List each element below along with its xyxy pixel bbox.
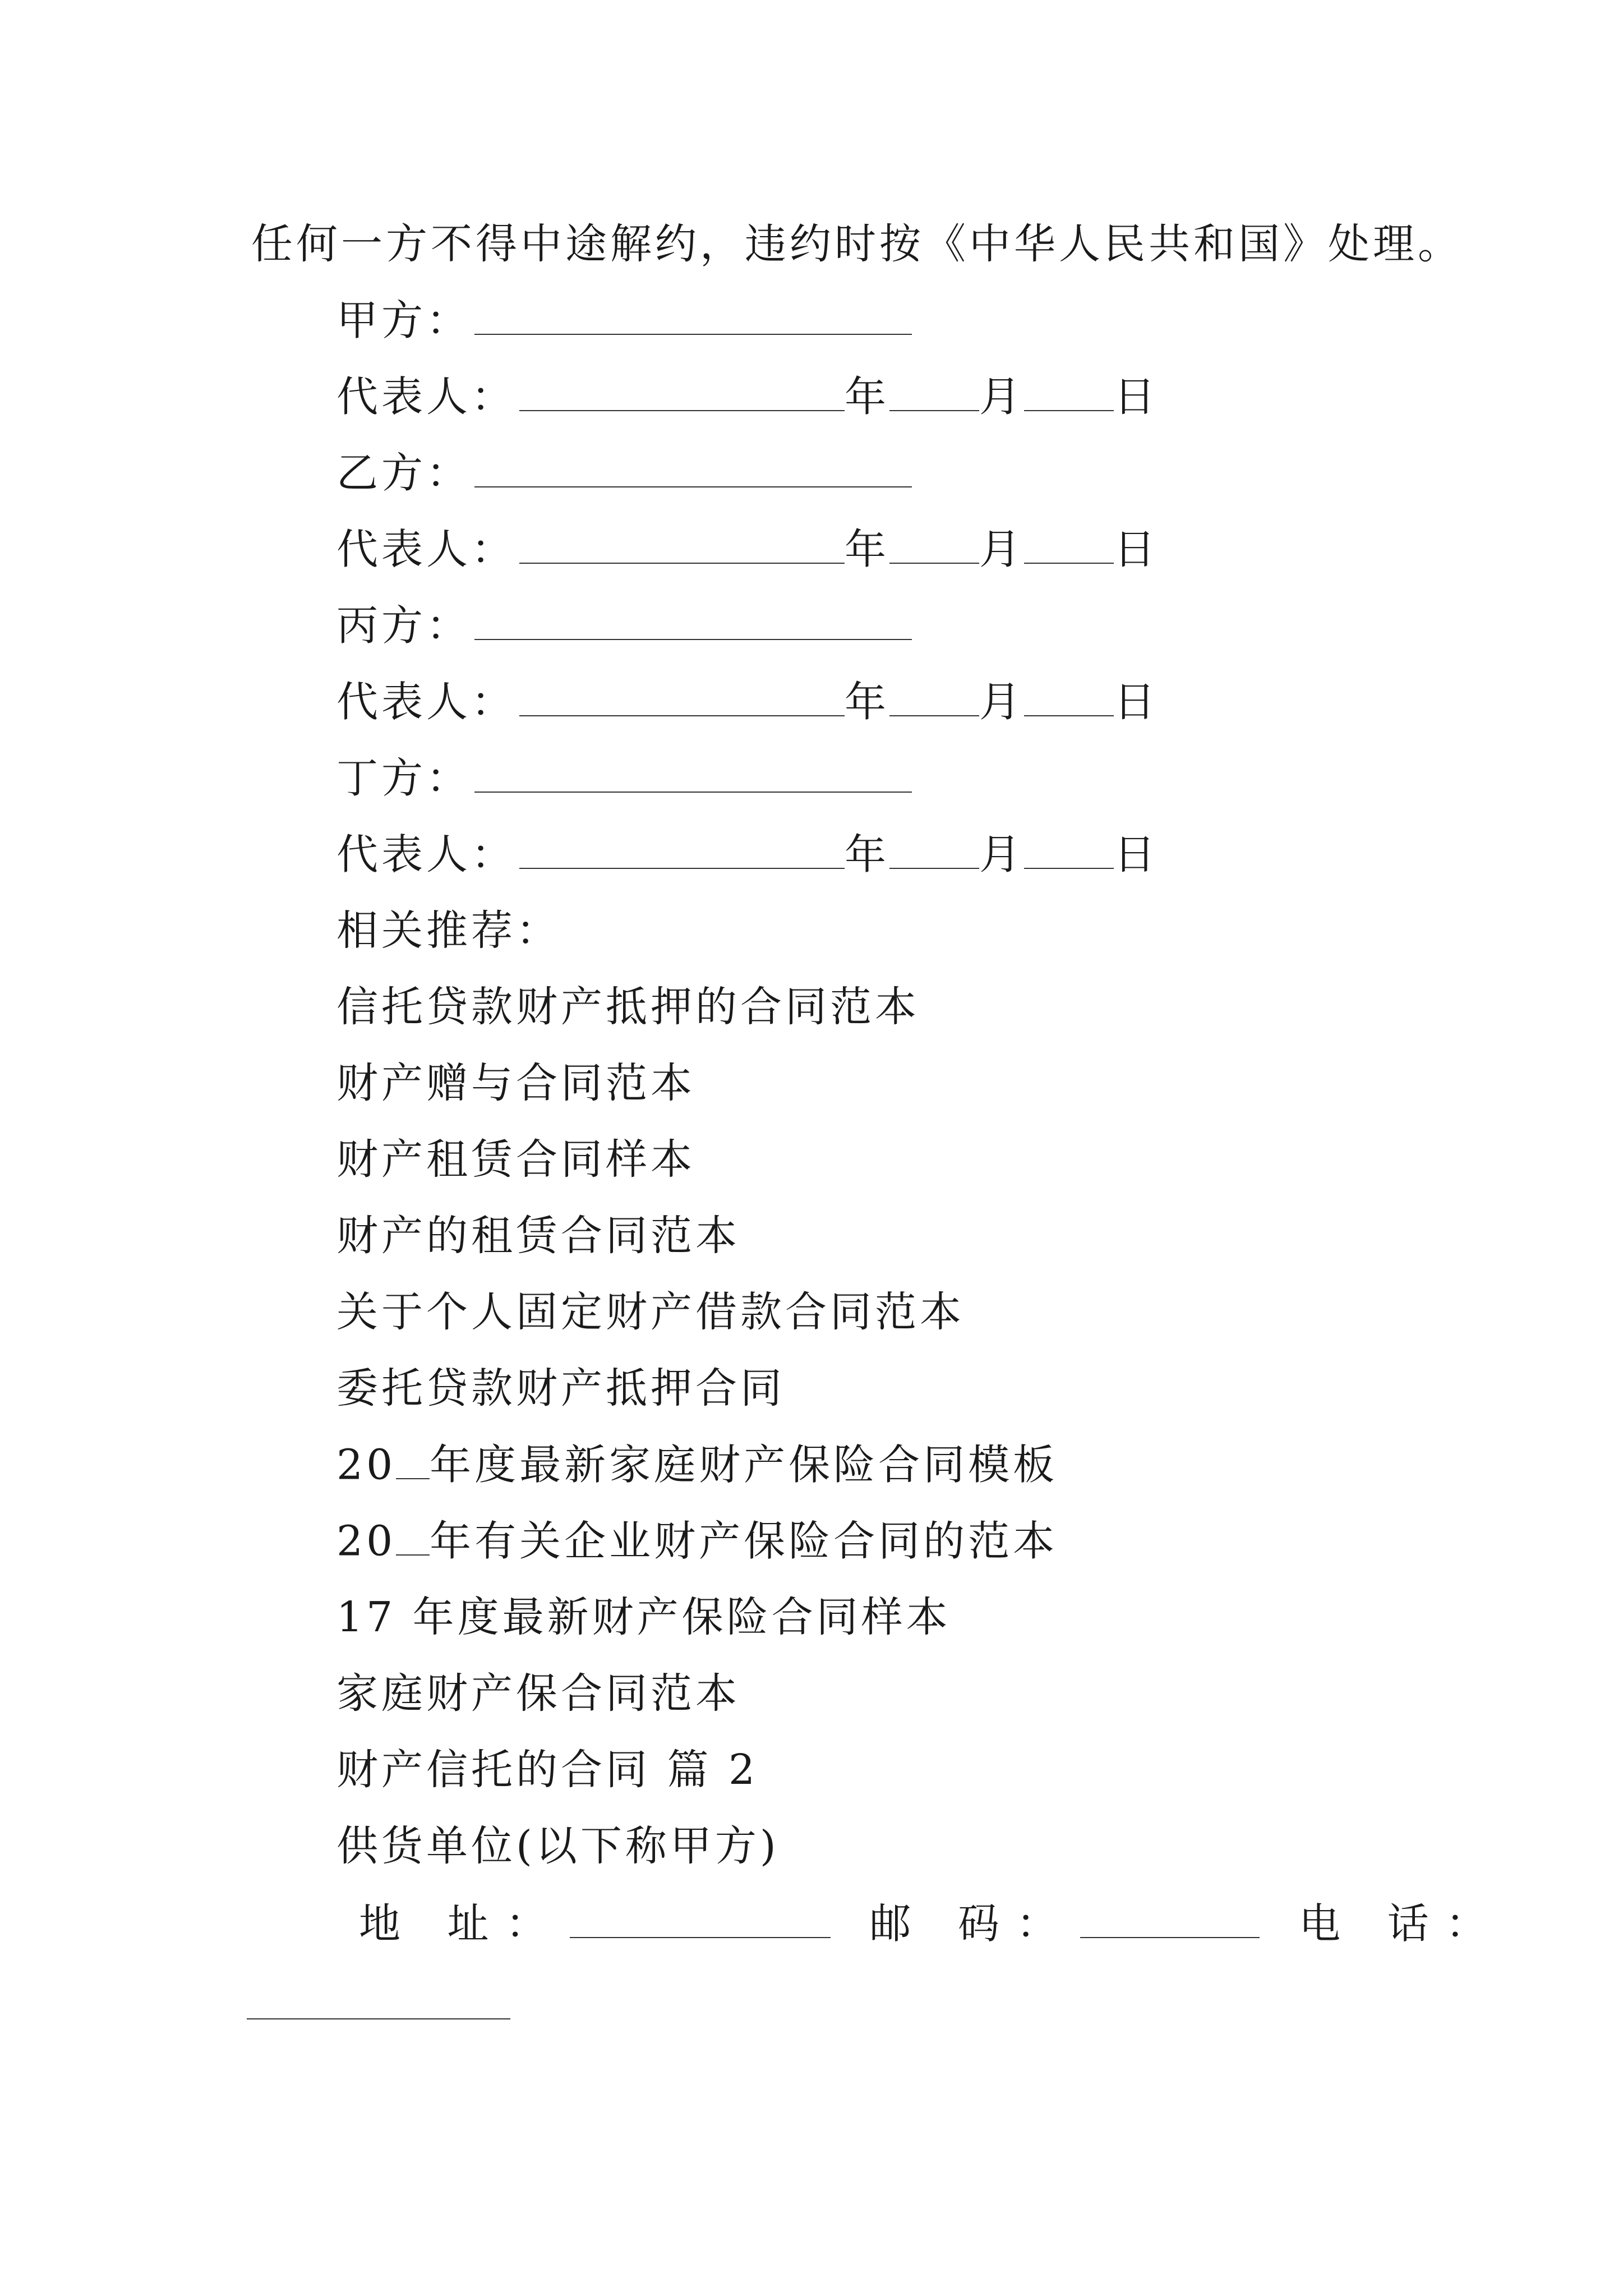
party-a-rep-blank[interactable] (519, 376, 845, 411)
party-d-blank[interactable] (474, 757, 912, 793)
related-title: 相关推荐： (336, 907, 561, 955)
party-a-rep-line (336, 372, 1159, 421)
day-blank[interactable] (1024, 834, 1114, 869)
related-item[interactable]: 关于个人固定财产借款合同范本 (336, 1288, 965, 1336)
phone-blank[interactable] (247, 2018, 510, 2019)
party-c-blank[interactable] (474, 605, 912, 640)
related-item[interactable]: 17 年度最新财产保险合同样本 (336, 1593, 951, 1641)
month-label: 月 (979, 830, 1024, 879)
related-item[interactable]: 财产租赁合同样本 (336, 1135, 695, 1184)
party-b-line (336, 449, 912, 498)
year-blank (396, 1520, 430, 1556)
related-item-suffix: 年有关企业财产保险合同的范本 (430, 1517, 1058, 1566)
related-item[interactable] (336, 1441, 1058, 1489)
day-label: 日 (1114, 678, 1159, 726)
intro-text: 任何一方不得中途解约，违约时按《中华人民共和国》处理。 (251, 220, 1463, 268)
party-c-rep-label: 代表人： (336, 678, 516, 726)
related-item-prefix: 20 (336, 1517, 396, 1566)
day-label: 日 (1114, 830, 1159, 879)
day-label: 日 (1114, 525, 1159, 574)
address-label: 地 址： (359, 1899, 564, 1948)
phone-label: 电 话： (1299, 1899, 1504, 1948)
year-label: 年 (845, 372, 889, 421)
related-item[interactable]: 财产的租赁合同范本 (336, 1212, 740, 1260)
month-label: 月 (979, 678, 1024, 726)
address-blank[interactable] (570, 1903, 831, 1938)
party-c-rep-blank[interactable] (519, 681, 845, 716)
day-blank[interactable] (1024, 376, 1114, 411)
related-item[interactable]: 财产赠与合同范本 (336, 1059, 695, 1107)
party-c-line (336, 601, 912, 650)
zip-blank[interactable] (1080, 1903, 1260, 1938)
party-a-rep-label: 代表人： (336, 372, 516, 421)
related-item-prefix: 20 (336, 1441, 396, 1489)
related-item[interactable] (336, 1517, 1058, 1566)
section-title: 财产信托的合同 篇 2 (336, 1746, 759, 1794)
party-a-label: 甲方： (336, 296, 471, 345)
party-a-line (336, 296, 912, 345)
day-blank[interactable] (1024, 681, 1114, 716)
month-blank[interactable] (889, 834, 979, 869)
party-b-rep-blank[interactable] (519, 528, 845, 564)
day-label: 日 (1114, 372, 1159, 421)
party-c-label: 丙方： (336, 601, 471, 650)
year-blank (396, 1444, 430, 1479)
year-label: 年 (845, 525, 889, 574)
year-label: 年 (845, 830, 889, 879)
party-b-rep-label: 代表人： (336, 525, 516, 574)
party-d-rep-line (336, 830, 1159, 879)
month-blank[interactable] (889, 528, 979, 564)
month-label: 月 (979, 372, 1024, 421)
party-c-rep-line (336, 678, 1159, 726)
party-d-label: 丁方： (336, 754, 471, 803)
party-b-label: 乙方： (336, 449, 471, 498)
supplier-line: 供货单位(以下称甲方) (336, 1822, 780, 1870)
month-blank[interactable] (889, 681, 979, 716)
day-blank[interactable] (1024, 528, 1114, 564)
related-item[interactable]: 家庭财产保合同范本 (336, 1669, 740, 1718)
party-b-rep-line (336, 525, 1159, 574)
month-label: 月 (979, 525, 1024, 574)
zip-label: 邮 码： (869, 1899, 1075, 1948)
party-b-blank[interactable] (474, 452, 912, 487)
related-item[interactable]: 委托贷款财产抵押合同 (336, 1364, 785, 1412)
party-d-rep-label: 代表人： (336, 830, 516, 879)
contact-line (359, 1899, 1504, 1948)
party-d-rep-blank[interactable] (519, 834, 845, 869)
month-blank[interactable] (889, 376, 979, 411)
related-item-suffix: 年度最新家庭财产保险合同模板 (430, 1441, 1058, 1489)
party-d-line (336, 754, 912, 803)
year-label: 年 (845, 678, 889, 726)
party-a-blank[interactable] (474, 300, 912, 335)
related-item[interactable]: 信托贷款财产抵押的合同范本 (336, 983, 920, 1031)
